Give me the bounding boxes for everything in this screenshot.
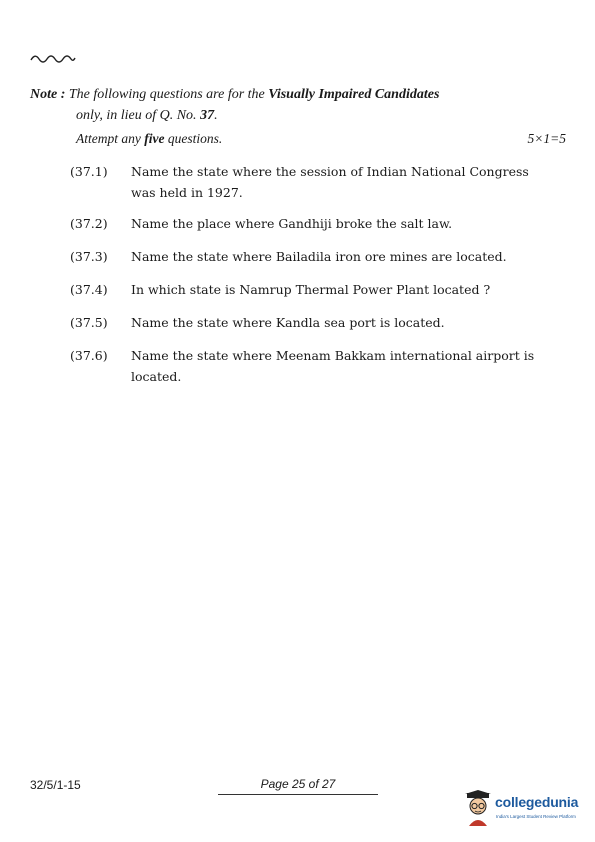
attempt-instruction: Attempt any five questions. 5×1=5 [76,131,566,146]
question-text: Name the place where Gandhiji broke the salt law. [131,216,453,231]
mascot-icon [463,790,493,828]
page-number: Page 25 of 27 [260,777,336,791]
question-text: Name the state where Meenam Bakkam international airport is located. [131,348,535,384]
question-number: (37.1) [70,164,108,179]
logo-wordmark: collegedunia [495,794,579,810]
question-text: Name the state where Kandla sea port is located. [131,315,445,330]
marks-scheme: 5×1=5 [527,131,566,146]
question-text: Name the state where the session of Indian National Congress was held in 1927. [131,164,529,200]
question-number: (37.5) [70,315,108,330]
collegedunia-logo[interactable] [463,790,593,830]
note-block [30,84,570,126]
wave-mark-icon [30,50,76,66]
note-label: Note : [30,87,66,102]
question-text: In which state is Namrup Thermal Power Plant located ? [131,282,491,297]
question-text: Name the state where Bailadila iron ore mines are located. [131,249,507,264]
footer-divider [218,794,378,795]
logo-tagline: India's Largest Student Review Platform [496,814,576,819]
note-text: The following questions are for the [68,87,265,102]
question-number: (37.3) [70,249,108,264]
attempt-count: five [144,131,165,146]
note-highlight: Visually Impaired Candidates [268,87,440,102]
question-number: (37.6) [70,348,108,363]
question-number: (37.2) [70,216,108,231]
paper-code: 32/5/1-15 [30,778,81,792]
note-qno: 37 [200,108,215,123]
note-line2: only, in lieu of Q. No. 37. [76,108,218,123]
question-number: (37.4) [70,282,108,297]
